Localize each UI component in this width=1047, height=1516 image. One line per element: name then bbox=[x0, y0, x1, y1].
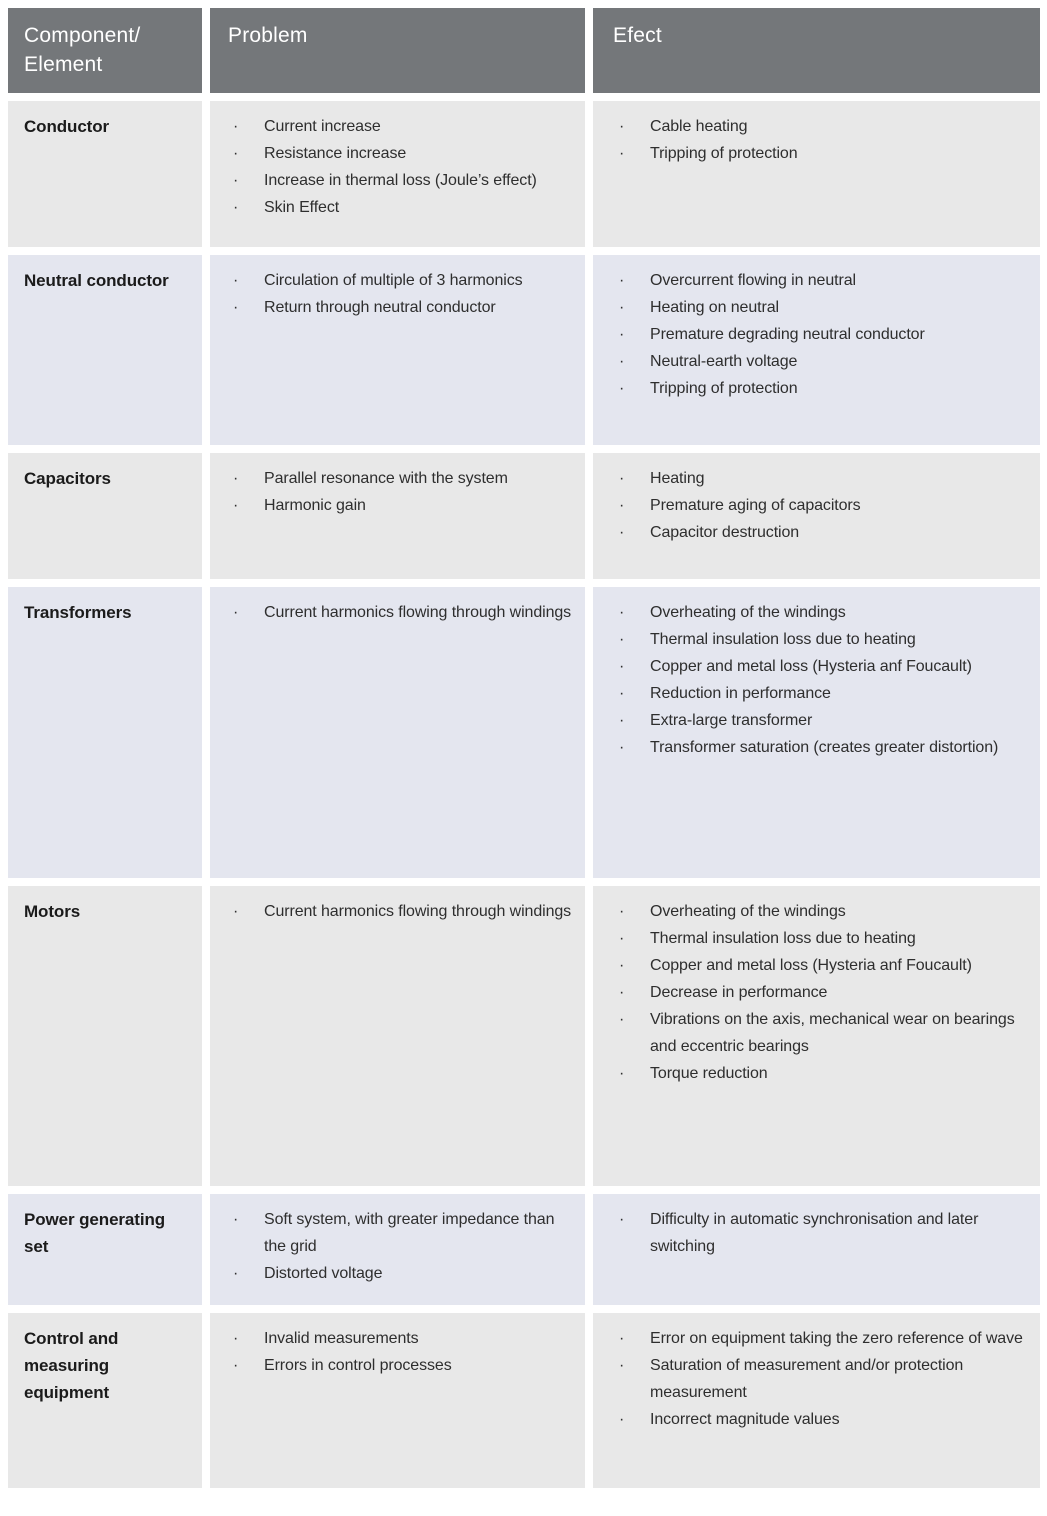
effect-cell bbox=[593, 1194, 1040, 1305]
component-cell: Motors bbox=[8, 886, 202, 1186]
list-item: · Difficulty in automatic synchronisation and later switching bbox=[619, 1206, 1024, 1260]
problem-list bbox=[210, 113, 575, 221]
list-item: · Increase in thermal loss (Joule’s effect) bbox=[233, 167, 575, 194]
problem-list bbox=[210, 465, 575, 519]
effect-cell bbox=[593, 587, 1040, 878]
effect-list bbox=[593, 113, 1024, 167]
list-item: · Incorrect magnitude values bbox=[619, 1406, 1024, 1433]
problem-cell bbox=[210, 886, 585, 1186]
list-item: · Invalid measurements bbox=[233, 1325, 575, 1352]
list-item: · Premature aging of capacitors bbox=[619, 492, 1024, 519]
list-item: · Cable heating bbox=[619, 113, 1024, 140]
list-item: · Heating bbox=[619, 465, 1024, 492]
list-item: · Parallel resonance with the system bbox=[233, 465, 575, 492]
list-item: · Return through neutral conductor bbox=[233, 294, 575, 321]
problem-cell bbox=[210, 1313, 585, 1488]
list-item: · Transformer saturation (creates greater distortion) bbox=[619, 734, 1024, 761]
problem-list bbox=[210, 898, 575, 925]
list-item: · Thermal insulation loss due to heating bbox=[619, 925, 1024, 952]
effect-cell bbox=[593, 101, 1040, 247]
list-item: · Circulation of multiple of 3 harmonics bbox=[233, 267, 575, 294]
problem-cell bbox=[210, 101, 585, 247]
problem-cell bbox=[210, 255, 585, 445]
component-cell: Control and measuring equipment bbox=[8, 1313, 202, 1488]
problem-list bbox=[210, 1206, 575, 1287]
list-item: · Saturation of measurement and/or protection measurement bbox=[619, 1352, 1024, 1406]
list-item: · Overheating of the windings bbox=[619, 599, 1024, 626]
list-item: · Neutral-earth voltage bbox=[619, 348, 1024, 375]
problem-list bbox=[210, 267, 575, 321]
list-item: · Thermal insulation loss due to heating bbox=[619, 626, 1024, 653]
header-cell-component: Component/ Element bbox=[8, 8, 202, 93]
list-item: · Skin Effect bbox=[233, 194, 575, 221]
list-item: · Premature degrading neutral conductor bbox=[619, 321, 1024, 348]
effect-cell bbox=[593, 453, 1040, 579]
effect-list bbox=[593, 465, 1024, 546]
list-item: · Errors in control processes bbox=[233, 1352, 575, 1379]
effect-list bbox=[593, 1325, 1024, 1433]
list-item: · Extra-large transformer bbox=[619, 707, 1024, 734]
effect-cell bbox=[593, 255, 1040, 445]
problem-cell bbox=[210, 453, 585, 579]
list-item: · Distorted voltage bbox=[233, 1260, 575, 1287]
component-cell: Power generating set bbox=[8, 1194, 202, 1305]
list-item: · Tripping of protection bbox=[619, 140, 1024, 167]
effect-cell bbox=[593, 886, 1040, 1186]
effect-list bbox=[593, 599, 1024, 761]
list-item: · Resistance increase bbox=[233, 140, 575, 167]
list-item: · Heating on neutral bbox=[619, 294, 1024, 321]
problem-cell bbox=[210, 1194, 585, 1305]
component-cell: Neutral conductor bbox=[8, 255, 202, 445]
list-item: · Vibrations on the axis, mechanical wear on bearings and eccentric bearings bbox=[619, 1006, 1024, 1060]
list-item: · Soft system, with greater impedance than the grid bbox=[233, 1206, 575, 1260]
effect-cell bbox=[593, 1313, 1040, 1488]
list-item: · Current harmonics flowing through windings bbox=[233, 898, 575, 925]
header-cell-effect: Efect bbox=[593, 8, 1040, 93]
header-cell-problem: Problem bbox=[210, 8, 585, 93]
list-item: · Reduction in performance bbox=[619, 680, 1024, 707]
list-item: · Capacitor destruction bbox=[619, 519, 1024, 546]
list-item: · Decrease in performance bbox=[619, 979, 1024, 1006]
list-item: · Tripping of protection bbox=[619, 375, 1024, 402]
list-item: · Copper and metal loss (Hysteria anf Foucault) bbox=[619, 653, 1024, 680]
component-cell: Transformers bbox=[8, 587, 202, 878]
list-item: · Current harmonics flowing through windings bbox=[233, 599, 575, 626]
list-item: · Torque reduction bbox=[619, 1060, 1024, 1087]
harmonics-effects-table bbox=[8, 8, 1040, 1488]
list-item: · Current increase bbox=[233, 113, 575, 140]
list-item: · Error on equipment taking the zero reference of wave bbox=[619, 1325, 1024, 1352]
effect-list bbox=[593, 898, 1024, 1087]
list-item: · Overheating of the windings bbox=[619, 898, 1024, 925]
problem-list bbox=[210, 1325, 575, 1379]
component-cell: Capacitors bbox=[8, 453, 202, 579]
list-item: · Copper and metal loss (Hysteria anf Foucault) bbox=[619, 952, 1024, 979]
effect-list bbox=[593, 267, 1024, 402]
list-item: · Harmonic gain bbox=[233, 492, 575, 519]
problem-list bbox=[210, 599, 575, 626]
component-cell: Conductor bbox=[8, 101, 202, 247]
effect-list bbox=[593, 1206, 1024, 1260]
problem-cell bbox=[210, 587, 585, 878]
list-item: · Overcurrent flowing in neutral bbox=[619, 267, 1024, 294]
